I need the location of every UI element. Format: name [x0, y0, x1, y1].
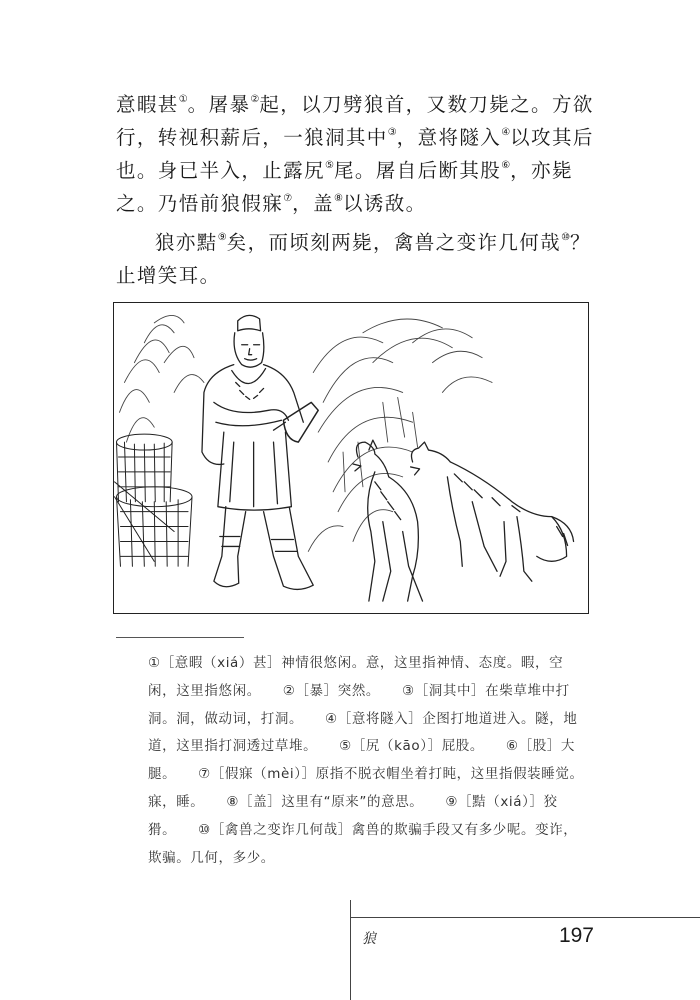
- footnote-6: ⑥［股］大腿。: [148, 738, 576, 783]
- paragraph-2-text: 矣，而顷刻两毙，禽兽之变诈几何哉: [226, 231, 562, 254]
- running-title: 狼: [362, 931, 376, 947]
- paragraph-1-text: ，意将隧入: [396, 126, 502, 149]
- illustration-butcher-and-wolves: [113, 302, 589, 614]
- paragraph-1-text: ，盖: [292, 192, 334, 215]
- paragraph-1-text: ，亦毙之。乃悟前狼假寐: [116, 159, 573, 215]
- footnote-marker: ④: [501, 127, 511, 138]
- footnote-8: ⑧［盖］这里有“原来”的意思。: [226, 793, 424, 810]
- paragraph-2: [116, 226, 606, 292]
- footnote-1: ①［意暇（xiá）甚］神情很悠闲。意，这里指神情、态度。暇，空闲，这里指悠闲。: [148, 655, 564, 699]
- paragraph-1-text: 以诱敌。: [342, 192, 427, 215]
- paragraph-1-text: 。屠暴: [187, 93, 251, 116]
- footnote-marker: ⑥: [501, 160, 511, 171]
- footnote-10: ⑩［禽兽之变诈几何哉］禽兽的欺骗手段又有多少呢。变诈，欺骗。几何，多少。: [148, 821, 578, 866]
- main-text: [116, 88, 606, 292]
- footnote-9: ⑨［黠（xiá）］狡猾。: [148, 793, 558, 838]
- footnote-marker: ⑦: [283, 193, 293, 204]
- paragraph-2-text: 狼亦黠: [155, 231, 218, 254]
- footer-vertical-rule: [350, 900, 351, 1000]
- footnote-marker: ⑧: [333, 193, 343, 204]
- footnote-marker: ①: [178, 94, 188, 105]
- footnote-marker: ③: [387, 127, 397, 138]
- footnote-7: ⑦［假寐（mèi）］原指不脱衣帽坐着打盹，这里指假装睡觉。寐，睡。: [148, 766, 584, 810]
- paragraph-1: [116, 88, 606, 220]
- page-number: 197: [558, 924, 594, 947]
- paragraph-1-text: 尾。屠自后断其股: [333, 159, 502, 182]
- footnote-marker: ⑨: [217, 232, 227, 243]
- wolf-2-figure: [411, 442, 574, 581]
- footnote-2: ②［暴］突然。: [282, 682, 381, 699]
- paragraph-2-text: ？止增笑耳。: [116, 231, 591, 287]
- footnote-marker: ②: [250, 94, 260, 105]
- footnotes: [148, 650, 588, 872]
- footnote-marker: ⑩: [561, 232, 571, 243]
- basket-drawing: [115, 434, 192, 566]
- footnote-separator: [116, 637, 244, 638]
- footnote-5: ⑤［尻（kāo）］屁股。: [339, 738, 485, 755]
- footnote-marker: ⑤: [325, 160, 334, 171]
- butcher-figure: [202, 315, 318, 589]
- footnote-4: ④［意将隧入］企图打地道进入。隧，地道，这里指打洞透过草堆。: [148, 710, 578, 755]
- paragraph-1-text: 以攻其后也。身已半入，止露尻: [116, 126, 594, 182]
- footnote-3: ③［洞其中］在柴草堆中打洞。洞，做动词，打洞。: [148, 682, 570, 727]
- footer-horizontal-rule: [350, 917, 700, 918]
- paragraph-1-text: 意暇甚: [116, 93, 179, 116]
- paragraph-1-text: 起，以刀劈狼首，又数刀毙之。方欲行，转视积薪后，一狼洞其中: [116, 93, 594, 149]
